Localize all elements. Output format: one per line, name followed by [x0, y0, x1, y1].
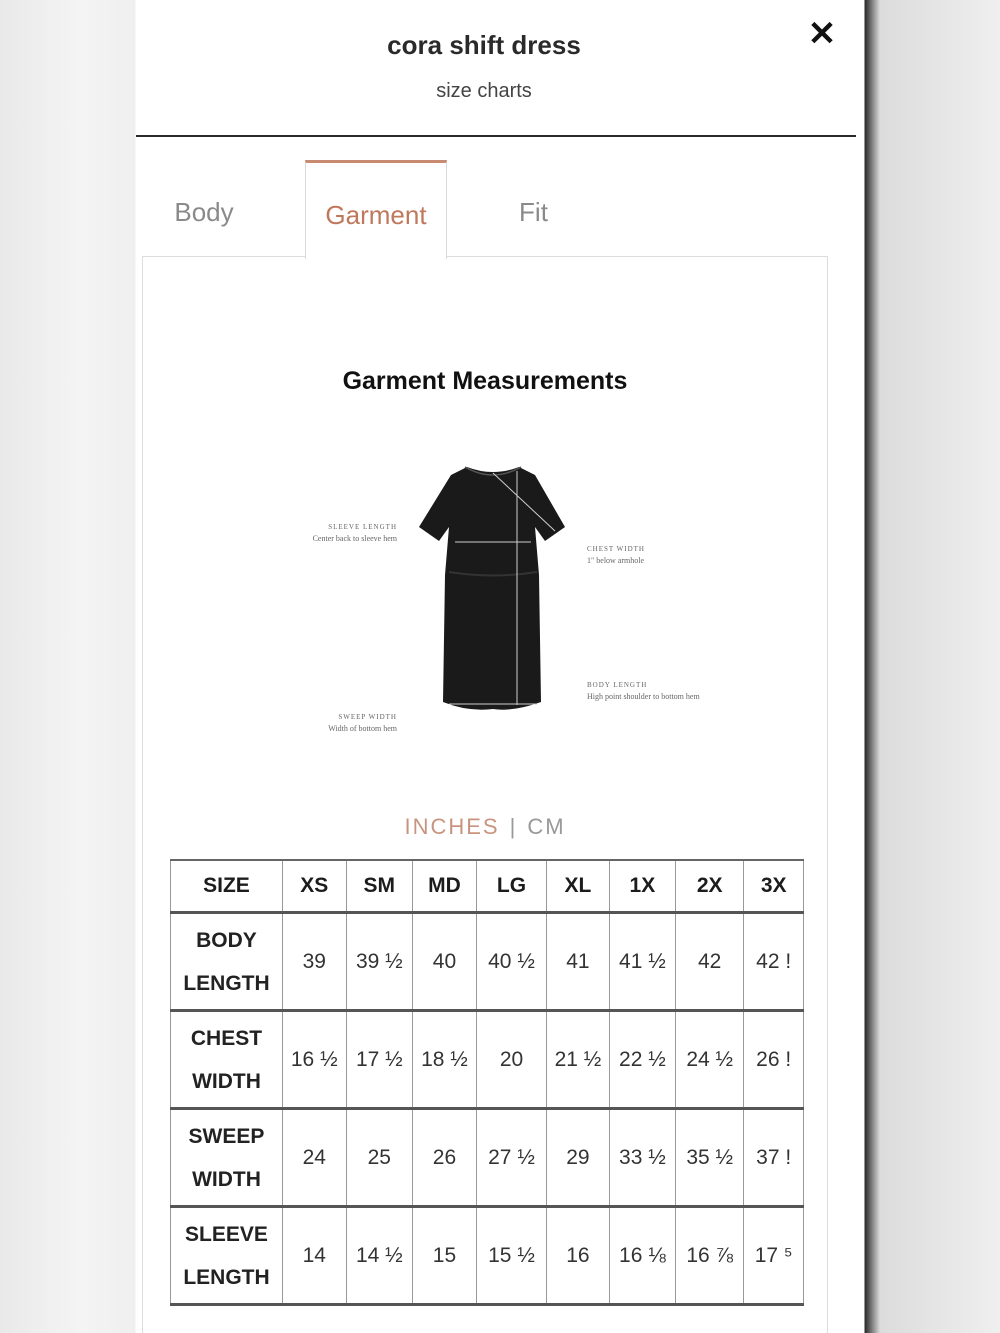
modal-subtitle: size charts [436, 80, 532, 102]
column-header: 1X [609, 860, 675, 913]
table-cell: 16 [547, 1207, 610, 1305]
inches-toggle[interactable]: INCHES [404, 814, 500, 839]
row-label: WIDTH [192, 1069, 261, 1093]
table-cell: 25 [346, 1109, 413, 1207]
row-label: SWEEP [188, 1124, 265, 1148]
table-cell: 39 ½ [346, 913, 413, 1011]
column-header: 2X [676, 860, 744, 913]
table-cell: 22 ½ [609, 1011, 675, 1109]
table-row [171, 913, 804, 1011]
unit-toggle [143, 814, 827, 840]
table-cell: 15 ½ [476, 1207, 546, 1305]
table-cell: 26 ! [744, 1011, 804, 1109]
table-cell: 42 ! [744, 913, 804, 1011]
row-label: WIDTH [192, 1167, 261, 1191]
table-header-row [171, 860, 804, 913]
table-cell: 26 [413, 1109, 477, 1207]
garment-panel [142, 256, 828, 1333]
size-chart-tabs [136, 160, 856, 258]
table-cell: 40 ½ [476, 913, 546, 1011]
row-label: LENGTH [183, 971, 270, 995]
column-header: SIZE [171, 860, 283, 913]
column-header: MD [413, 860, 477, 913]
table-cell: 17 ⁵ [744, 1207, 804, 1305]
tab-body[interactable]: Body [174, 197, 234, 227]
row-header [171, 1109, 283, 1207]
table-cell: 35 ½ [676, 1109, 744, 1207]
product-title: cora shift dress [387, 30, 581, 60]
row-header [171, 1207, 283, 1305]
row-label: LENGTH [183, 1265, 270, 1289]
column-header: LG [476, 860, 546, 913]
sweep-width-label: SWEEP WIDTH Width of bottom hem [328, 713, 397, 733]
column-header: 3X [744, 860, 804, 913]
garment-diagram [253, 457, 713, 747]
table-row [171, 1011, 804, 1109]
panel-title: Garment Measurements [342, 367, 628, 395]
column-header: SM [346, 860, 413, 913]
table-cell: 41 [547, 913, 610, 1011]
table-cell: 40 [413, 913, 477, 1011]
row-label: BODY [196, 928, 257, 952]
row-label: CHEST [190, 1026, 263, 1050]
table-cell: 20 [476, 1011, 546, 1109]
table-row [171, 1207, 804, 1305]
modal-header [136, 0, 856, 137]
cm-toggle[interactable]: CM [527, 814, 566, 839]
tab-fit[interactable]: Fit [519, 197, 548, 227]
table-cell: 24 ½ [676, 1011, 744, 1109]
table-cell: 14 ½ [346, 1207, 413, 1305]
table-cell: 42 [676, 913, 744, 1011]
table-cell: 16 ½ [282, 1011, 346, 1109]
table-cell: 24 [282, 1109, 346, 1207]
column-header: XL [547, 860, 610, 913]
table-cell: 29 [547, 1109, 610, 1207]
table-cell: 33 ½ [609, 1109, 675, 1207]
table-cell: 16 ⅞ [676, 1207, 744, 1305]
column-header: XS [282, 860, 346, 913]
table-cell: 27 ½ [476, 1109, 546, 1207]
dress-illustration [253, 457, 713, 747]
size-table [170, 859, 804, 1306]
table-cell: 41 ½ [609, 913, 675, 1011]
sleeve-length-label: SLEEVE LENGTH Center back to sleeve hem [312, 523, 397, 543]
table-cell: 16 ⅛ [609, 1207, 675, 1305]
size-chart-modal [136, 0, 864, 1333]
table-cell: 17 ½ [346, 1011, 413, 1109]
unit-separator: | [509, 814, 518, 839]
chest-width-label: CHEST WIDTH 1" below armhole [587, 545, 645, 565]
close-icon[interactable]: ✕ [807, 15, 837, 53]
row-header [171, 913, 283, 1011]
row-header [171, 1011, 283, 1109]
table-cell: 15 [413, 1207, 477, 1305]
size-table-container[interactable] [170, 859, 804, 1309]
tab-garment[interactable]: Garment [305, 160, 447, 259]
row-label: SLEEVE [185, 1222, 268, 1246]
table-cell: 14 [282, 1207, 346, 1305]
table-cell: 21 ½ [547, 1011, 610, 1109]
table-cell: 37 ! [744, 1109, 804, 1207]
table-cell: 39 [282, 913, 346, 1011]
body-length-label: BODY LENGTH High point shoulder to bottom hem [587, 681, 700, 701]
table-row [171, 1109, 804, 1207]
table-cell: 18 ½ [413, 1011, 477, 1109]
